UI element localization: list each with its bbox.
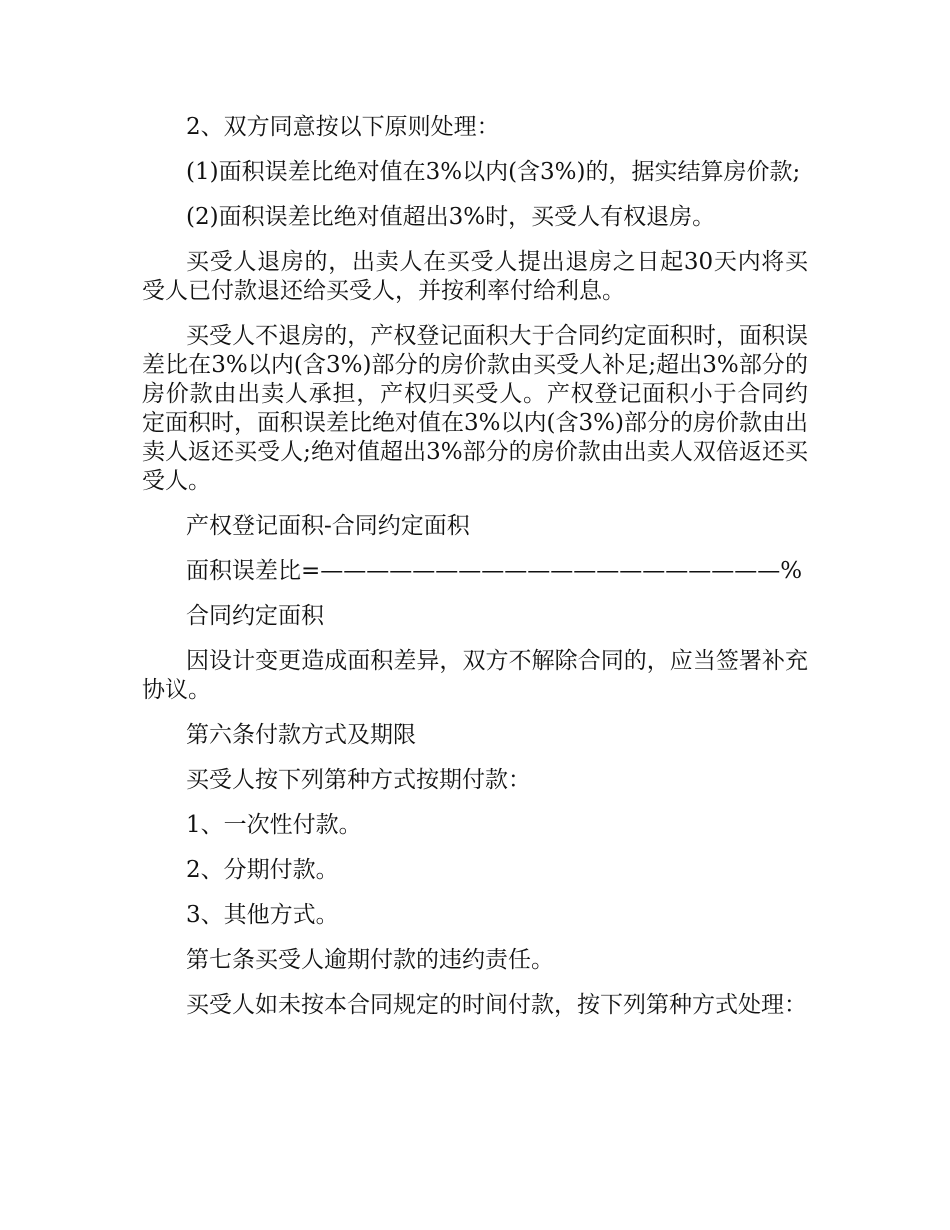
clause-item-1: (1)面积误差比绝对值在3%以内(含3%)的，据实结算房价款;	[186, 159, 801, 185]
payment-option-2: 2、分期付款。	[186, 857, 339, 883]
no-refund-paragraph: 买受人不退房的，产权登记面积大于合同约定面积时，面积误差比在3%以内(含3%)部分的房价款由买受人补足;超出3%部分的房价款由出卖人承担，产权归买受人。产权登记面积小于合同约定面积时，面积误差比绝对值在3%以内(含3%)部分的房价款由出卖人返还买受人;绝对值超出3%部分的房价款由出卖人双倍返还买受人。	[142, 323, 808, 494]
late-payment-paragraph: 买受人如未按本合同规定的时间付款，按下列第种方式处理：	[186, 992, 807, 1018]
clause-principles-heading: 2、双方同意按以下原则处理：	[186, 114, 500, 140]
payment-option-3: 3、其他方式。	[186, 902, 339, 928]
formula-line: 面积误差比=————————————————————%	[186, 558, 803, 584]
refund-paragraph: 买受人退房的，出卖人在买受人提出退房之日起30天内将买受人已付款退还给买受人，并按利率付给利息。	[142, 249, 808, 304]
document-body	[142, 113, 808, 1036]
article-6-title: 第六条付款方式及期限	[186, 722, 416, 748]
payment-method-intro: 买受人按下列第种方式按期付款：	[186, 767, 531, 793]
payment-option-1: 1、一次性付款。	[186, 812, 362, 838]
design-change-paragraph: 因设计变更造成面积差异，双方不解除合同的，应当签署补充协议。	[142, 648, 808, 703]
article-7-title: 第七条买受人逾期付款的违约责任。	[186, 947, 554, 973]
formula-denominator: 合同约定面积	[186, 603, 324, 629]
formula-numerator: 产权登记面积-合同约定面积	[186, 513, 470, 539]
clause-item-2: (2)面积误差比绝对值超出3%时，买受人有权退房。	[186, 204, 716, 230]
